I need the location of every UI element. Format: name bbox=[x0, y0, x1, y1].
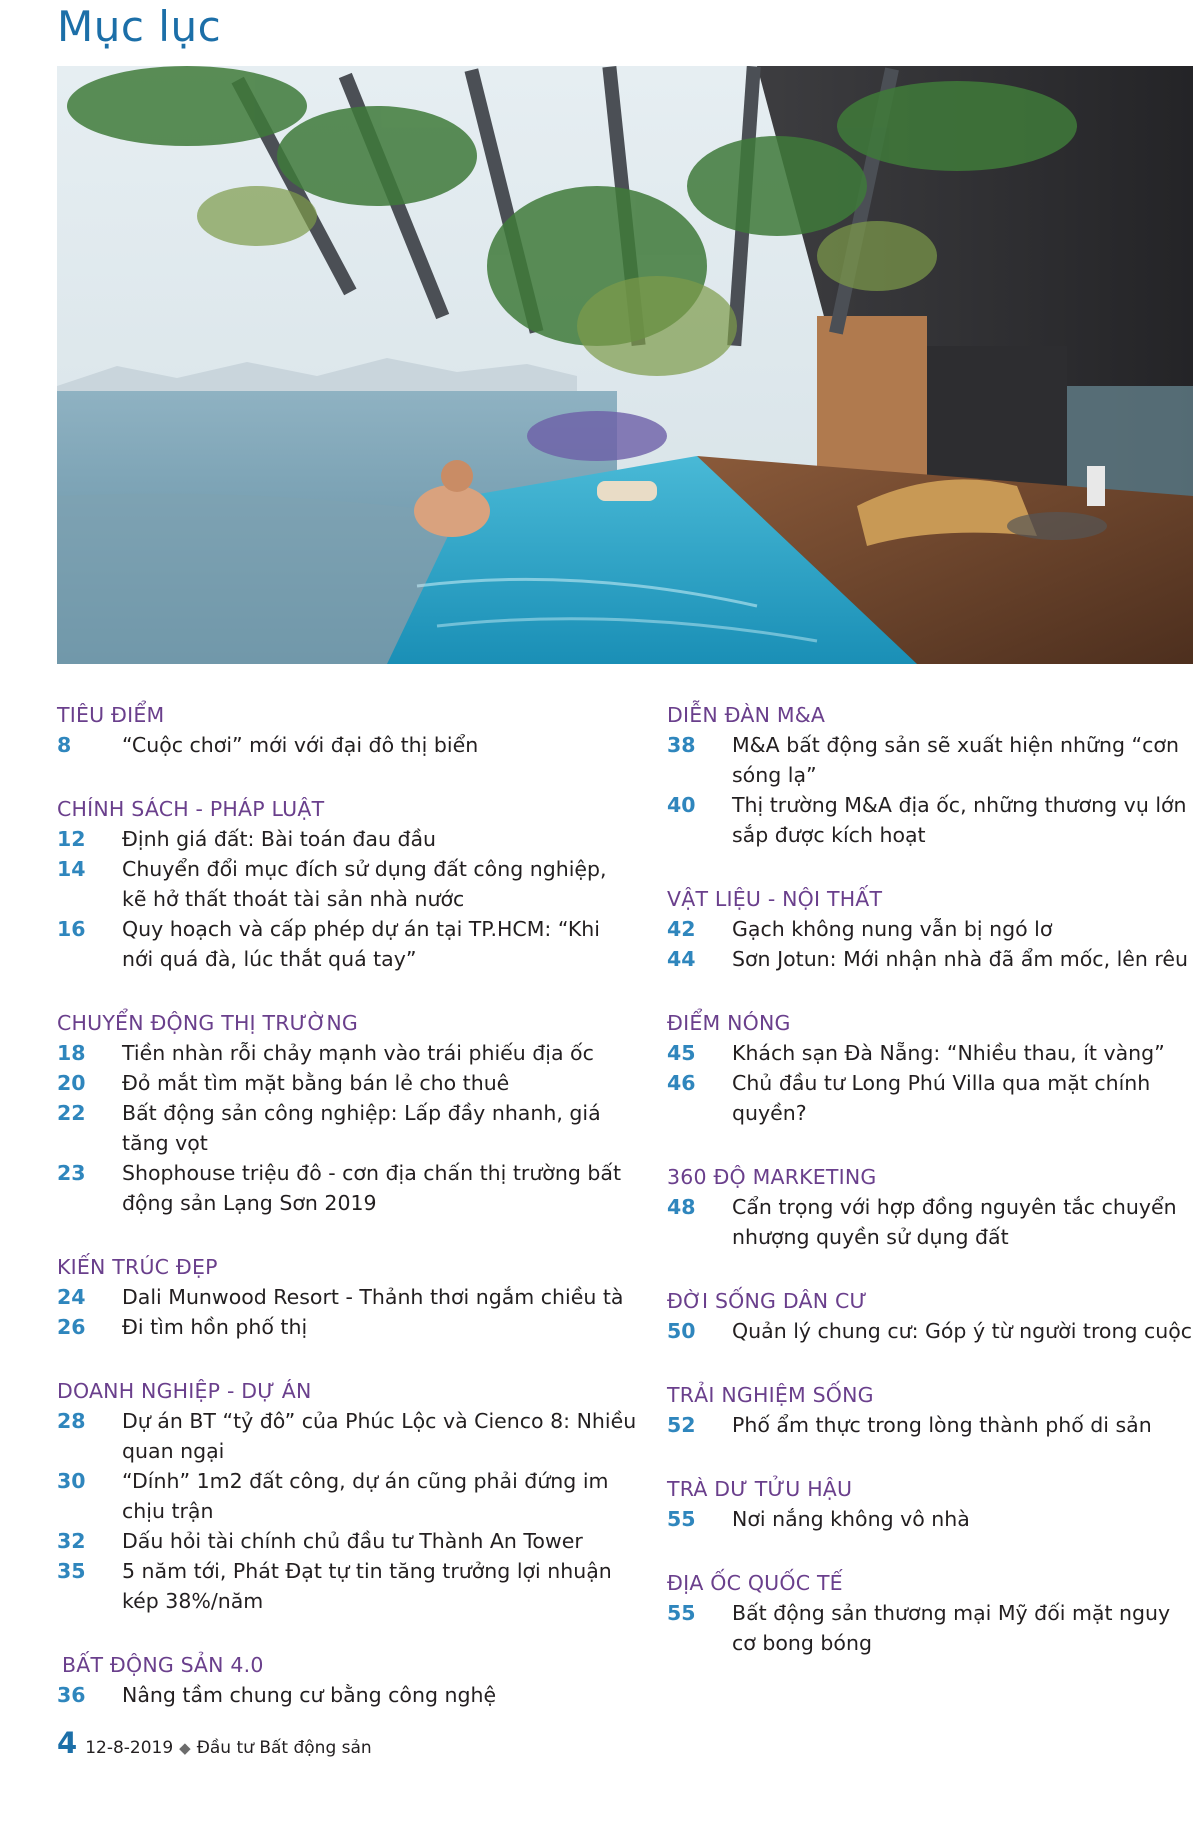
toc-section-chinh-sach bbox=[57, 794, 637, 974]
toc-section-doanh-nghiep bbox=[57, 1376, 637, 1616]
entry-page-number: 55 bbox=[667, 1507, 696, 1531]
entry-page-number: 45 bbox=[667, 1041, 696, 1065]
entry-page-number: 38 bbox=[667, 733, 696, 757]
entry-title: Khách sạn Đà Nẵng: “Nhiều thau, ít vàng” bbox=[732, 1041, 1165, 1065]
entry-title: Chủ đầu tư Long Phú Villa qua mặt chính quyền? bbox=[732, 1071, 1151, 1125]
toc-entry[interactable] bbox=[57, 1098, 637, 1158]
entry-page-number: 30 bbox=[57, 1469, 86, 1493]
entry-title: Chuyển đổi mục đích sử dụng đất công nghiệp, kẽ hở thất thoát tài sản nhà nước bbox=[122, 857, 607, 911]
entry-title: Thị trường M&A địa ốc, những thương vụ lớn sắp được kích hoạt bbox=[732, 793, 1187, 847]
section-heading: 360 ĐỘ MARKETING bbox=[667, 1165, 877, 1189]
section-heading: TIÊU ĐIỂM bbox=[57, 703, 165, 727]
section-heading: DIỄN ĐÀN M&A bbox=[667, 703, 826, 727]
entry-title: Sơn Jotun: Mới nhận nhà đã ẩm mốc, lên rêu bbox=[732, 947, 1189, 971]
entry-title: Bất động sản thương mại Mỹ đối mặt nguy cơ bong bóng bbox=[732, 1601, 1171, 1655]
entry-page-number: 35 bbox=[57, 1559, 86, 1583]
entry-page-number: 32 bbox=[57, 1529, 86, 1553]
toc-entry[interactable] bbox=[57, 1466, 637, 1526]
hero-photo-rooftop-pool bbox=[57, 66, 1193, 664]
entry-page-number: 28 bbox=[57, 1409, 86, 1433]
entry-page-number: 52 bbox=[667, 1413, 696, 1437]
entry-title: Định giá đất: Bài toán đau đầu bbox=[122, 827, 437, 851]
section-heading: CHUYỂN ĐỘNG THỊ TRƯỜNG bbox=[57, 1011, 359, 1035]
toc-entry[interactable] bbox=[57, 1526, 637, 1556]
toc-section-kien-truc bbox=[57, 1252, 637, 1342]
entry-title: Bất động sản công nghiệp: Lấp đầy nhanh, giá tăng vọt bbox=[122, 1101, 601, 1155]
toc-entry[interactable] bbox=[667, 1038, 1200, 1068]
entry-title: Đi tìm hồn phố thị bbox=[122, 1315, 308, 1339]
toc-entry[interactable] bbox=[667, 1504, 1200, 1534]
section-heading: TRÀ DƯ TỬU HẬU bbox=[667, 1477, 853, 1501]
toc-entry[interactable] bbox=[667, 1410, 1200, 1440]
entry-page-number: 16 bbox=[57, 917, 86, 941]
entry-page-number: 50 bbox=[667, 1319, 696, 1343]
entry-title: Dự án BT “tỷ đô” của Phúc Lộc và Cienco 8: Nhiều quan ngại bbox=[122, 1409, 637, 1463]
section-heading: CHÍNH SÁCH - PHÁP LUẬT bbox=[57, 797, 325, 821]
entry-page-number: 22 bbox=[57, 1101, 86, 1125]
section-heading: VẬT LIỆU - NỘI THẤT bbox=[667, 887, 883, 911]
entry-page-number: 26 bbox=[57, 1315, 86, 1339]
section-heading: TRẢI NGHIỆM SỐNG bbox=[667, 1383, 874, 1407]
toc-section-dien-dan bbox=[667, 700, 1200, 850]
entry-title: 5 năm tới, Phát Đạt tự tin tăng trưởng lợi nhuận kép 38%/năm bbox=[122, 1559, 612, 1613]
entry-title: “Cuộc chơi” mới với đại đô thị biển bbox=[122, 733, 479, 757]
entry-page-number: 12 bbox=[57, 827, 86, 851]
entry-page-number: 44 bbox=[667, 947, 696, 971]
toc-entry[interactable] bbox=[57, 1038, 637, 1068]
entry-page-number: 55 bbox=[667, 1601, 696, 1625]
entry-title: M&A bất động sản sẽ xuất hiện những “cơn sóng lạ” bbox=[732, 733, 1179, 787]
toc-section-quoc-te bbox=[667, 1568, 1200, 1658]
toc-column-right bbox=[667, 700, 1200, 1692]
entry-title: Tiền nhàn rỗi chảy mạnh vào trái phiếu địa ốc bbox=[122, 1041, 594, 1065]
toc-entry[interactable] bbox=[57, 1680, 637, 1710]
entry-title: “Dính” 1m2 đất công, dự án cũng phải đứng im chịu trận bbox=[122, 1469, 609, 1523]
section-heading: KIẾN TRÚC ĐẸP bbox=[57, 1255, 218, 1279]
toc-entry[interactable] bbox=[667, 790, 1200, 850]
toc-section-vat-lieu bbox=[667, 884, 1200, 974]
toc-entry[interactable] bbox=[57, 854, 637, 914]
entry-title: Nâng tầm chung cư bằng công nghệ bbox=[122, 1683, 497, 1707]
toc-section-diem-nong bbox=[667, 1008, 1200, 1128]
entry-page-number: 40 bbox=[667, 793, 696, 817]
toc-entry[interactable] bbox=[57, 1556, 637, 1616]
toc-entry[interactable] bbox=[667, 730, 1200, 790]
toc-section-bds-40 bbox=[57, 1650, 637, 1710]
toc-entry[interactable] bbox=[57, 1282, 637, 1312]
toc-entry[interactable] bbox=[667, 914, 1200, 944]
section-heading: ĐỜI SỐNG DÂN CƯ bbox=[667, 1289, 868, 1313]
entry-title: Quy hoạch và cấp phép dự án tại TP.HCM: “Khi nới quá đà, lúc thắt quá tay” bbox=[122, 917, 600, 971]
entry-title: Nơi nắng không vô nhà bbox=[732, 1507, 970, 1531]
toc-entry[interactable] bbox=[667, 1598, 1200, 1658]
toc-entry[interactable] bbox=[57, 1312, 637, 1342]
footer-page-number: 4 bbox=[57, 1726, 78, 1760]
entry-page-number: 42 bbox=[667, 917, 696, 941]
toc-section-trai-nghiem bbox=[667, 1380, 1200, 1440]
entry-title: Đỏ mắt tìm mặt bằng bán lẻ cho thuê bbox=[122, 1071, 510, 1095]
toc-section-tra-du bbox=[667, 1474, 1200, 1534]
toc-entry[interactable] bbox=[57, 730, 637, 760]
footer-publication: Đầu tư Bất động sản bbox=[196, 1738, 372, 1758]
toc-entry[interactable] bbox=[57, 1068, 637, 1098]
page-footer bbox=[57, 1726, 372, 1760]
entry-page-number: 18 bbox=[57, 1041, 86, 1065]
diamond-icon: ◆ bbox=[179, 1739, 191, 1757]
toc-section-marketing bbox=[667, 1162, 1200, 1252]
entry-page-number: 48 bbox=[667, 1195, 696, 1219]
toc-entry[interactable] bbox=[57, 1406, 637, 1466]
entry-page-number: 23 bbox=[57, 1161, 86, 1185]
toc-section-tieu-diem bbox=[57, 700, 637, 760]
toc-entry[interactable] bbox=[667, 1192, 1200, 1252]
toc-entry[interactable] bbox=[667, 1068, 1200, 1128]
toc-section-doi-song bbox=[667, 1286, 1200, 1346]
section-heading: ĐIỂM NÓNG bbox=[667, 1011, 791, 1035]
entry-page-number: 46 bbox=[667, 1071, 696, 1095]
toc-entry[interactable] bbox=[667, 944, 1200, 974]
entry-title: Quản lý chung cư: Góp ý từ người trong cuộc bbox=[732, 1319, 1193, 1343]
section-heading: DOANH NGHIỆP - DỰ ÁN bbox=[57, 1379, 312, 1403]
section-heading: ĐỊA ỐC QUỐC TẾ bbox=[667, 1571, 843, 1595]
entry-title: Phố ẩm thực trong lòng thành phố di sản bbox=[732, 1413, 1152, 1437]
entry-page-number: 20 bbox=[57, 1071, 86, 1095]
entry-title: Shophouse triệu đô - cơn địa chấn thị trường bất động sản Lạng Sơn 2019 bbox=[122, 1161, 621, 1215]
toc-entry[interactable] bbox=[57, 1158, 637, 1218]
entry-page-number: 14 bbox=[57, 857, 86, 881]
toc-column-left bbox=[57, 700, 637, 1744]
page-title: Mục lục bbox=[57, 2, 222, 51]
rooftop-pool-illustration bbox=[57, 66, 1193, 664]
entry-page-number: 36 bbox=[57, 1683, 86, 1707]
section-heading: BẤT ĐỘNG SẢN 4.0 bbox=[62, 1653, 264, 1677]
entry-page-number: 24 bbox=[57, 1285, 86, 1309]
entry-page-number: 8 bbox=[57, 733, 72, 757]
toc-entry[interactable] bbox=[667, 1316, 1200, 1346]
entry-title: Dali Munwood Resort - Thảnh thơi ngắm chiều tà bbox=[122, 1285, 624, 1309]
footer-date: 12-8-2019 bbox=[85, 1738, 174, 1758]
entry-title: Gạch không nung vẫn bị ngó lơ bbox=[732, 917, 1053, 941]
toc-entry[interactable] bbox=[57, 914, 637, 974]
toc-section-chuyen-dong bbox=[57, 1008, 637, 1218]
entry-title: Cẩn trọng với hợp đồng nguyên tắc chuyển nhượng quyền sử dụng đất bbox=[732, 1195, 1177, 1249]
entry-title: Dấu hỏi tài chính chủ đầu tư Thành An Tower bbox=[122, 1529, 583, 1553]
toc-entry[interactable] bbox=[57, 824, 637, 854]
